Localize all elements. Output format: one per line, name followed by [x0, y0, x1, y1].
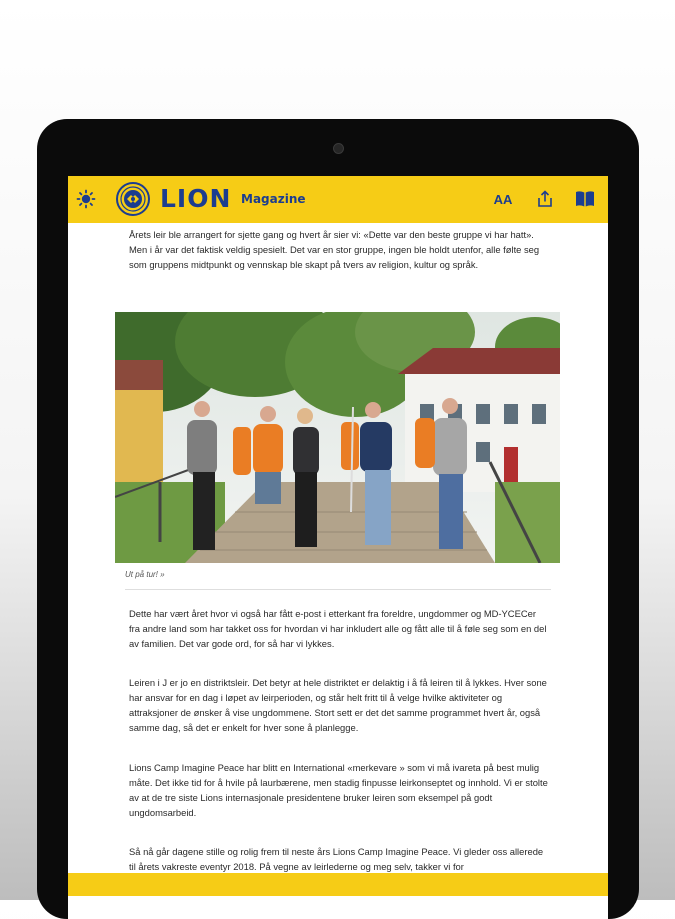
- article-photo[interactable]: [115, 312, 560, 563]
- brand-subtitle: Magazine: [241, 192, 306, 206]
- article-paragraph: Så nå går dagene stille og rolig frem til neste års Lions Camp Imagine Peace. Vi gleder oss allerede til årets vakreste eventyr 2018. På vegne av leirlederne og meg selv, takker vi for: [129, 846, 544, 872]
- app-screen: [68, 176, 608, 919]
- sun-icon[interactable]: [76, 189, 96, 209]
- divider: [125, 589, 551, 590]
- photo-caption: Ut på tur! »: [125, 570, 165, 579]
- article-paragraph: Dette har vært året hvor vi også har fått e-post i etterkant fra foreldre, ungdommer og MD-YCECer fra andre land som har takket oss for hvordan vi har inkludert alle og fått alle til å føle seg som en del av familien. Det var gode ord, for så har vi lykkes.: [129, 608, 547, 649]
- article-content[interactable]: [68, 223, 608, 873]
- app-toolbar: [68, 176, 608, 223]
- text-size-icon[interactable]: [492, 189, 514, 209]
- share-icon[interactable]: [534, 188, 556, 210]
- brand-title: LION: [160, 184, 232, 213]
- book-icon[interactable]: [574, 189, 596, 209]
- camera-icon: [333, 143, 344, 154]
- lions-emblem-icon: [116, 182, 150, 216]
- article-paragraph: Lions Camp Imagine Peace har blitt en International «merkevare » som vi må ivareta på best mulig måte. Det ikke tid for å hvile på laurbærene, men stadig finpusse leirkonseptet og innhold. Vi er stolte av at de tre siste Lions internasjonale presidentene bruker leiren som eksempel på godt ungdomsarbeid.: [129, 762, 548, 818]
- article-paragraph: Leiren i J er jo en distriktsleir. Det betyr at hele distriktet er delaktig i å få leiren til å lykkes. Hver sone har ansvar for en dag i løpet av leirperioden, og står helt fritt til å velge hvilke aktiviteter og attraksjoner de ønsker å vise ungdommene. Stort sett er det det samme programmet hvert år, også samme dag, så det er enkelt for hver sone å planlegge.: [129, 677, 547, 733]
- bottom-bar: [68, 873, 608, 896]
- tablet-frame: [37, 119, 639, 919]
- text-size-label: AA: [493, 191, 513, 207]
- article-paragraph: Årets leir ble arrangert for sjette gang og hvert år sier vi: «Dette var den beste gruppe vi har hatt». Men i år var det faktisk veldig spesielt. Det var en stor gruppe, ingen ble holdt utenfor, alle følte seg som gruppens midtpunkt og vennskap ble skapt på tvers av religion, kultur og språk.: [129, 229, 540, 270]
